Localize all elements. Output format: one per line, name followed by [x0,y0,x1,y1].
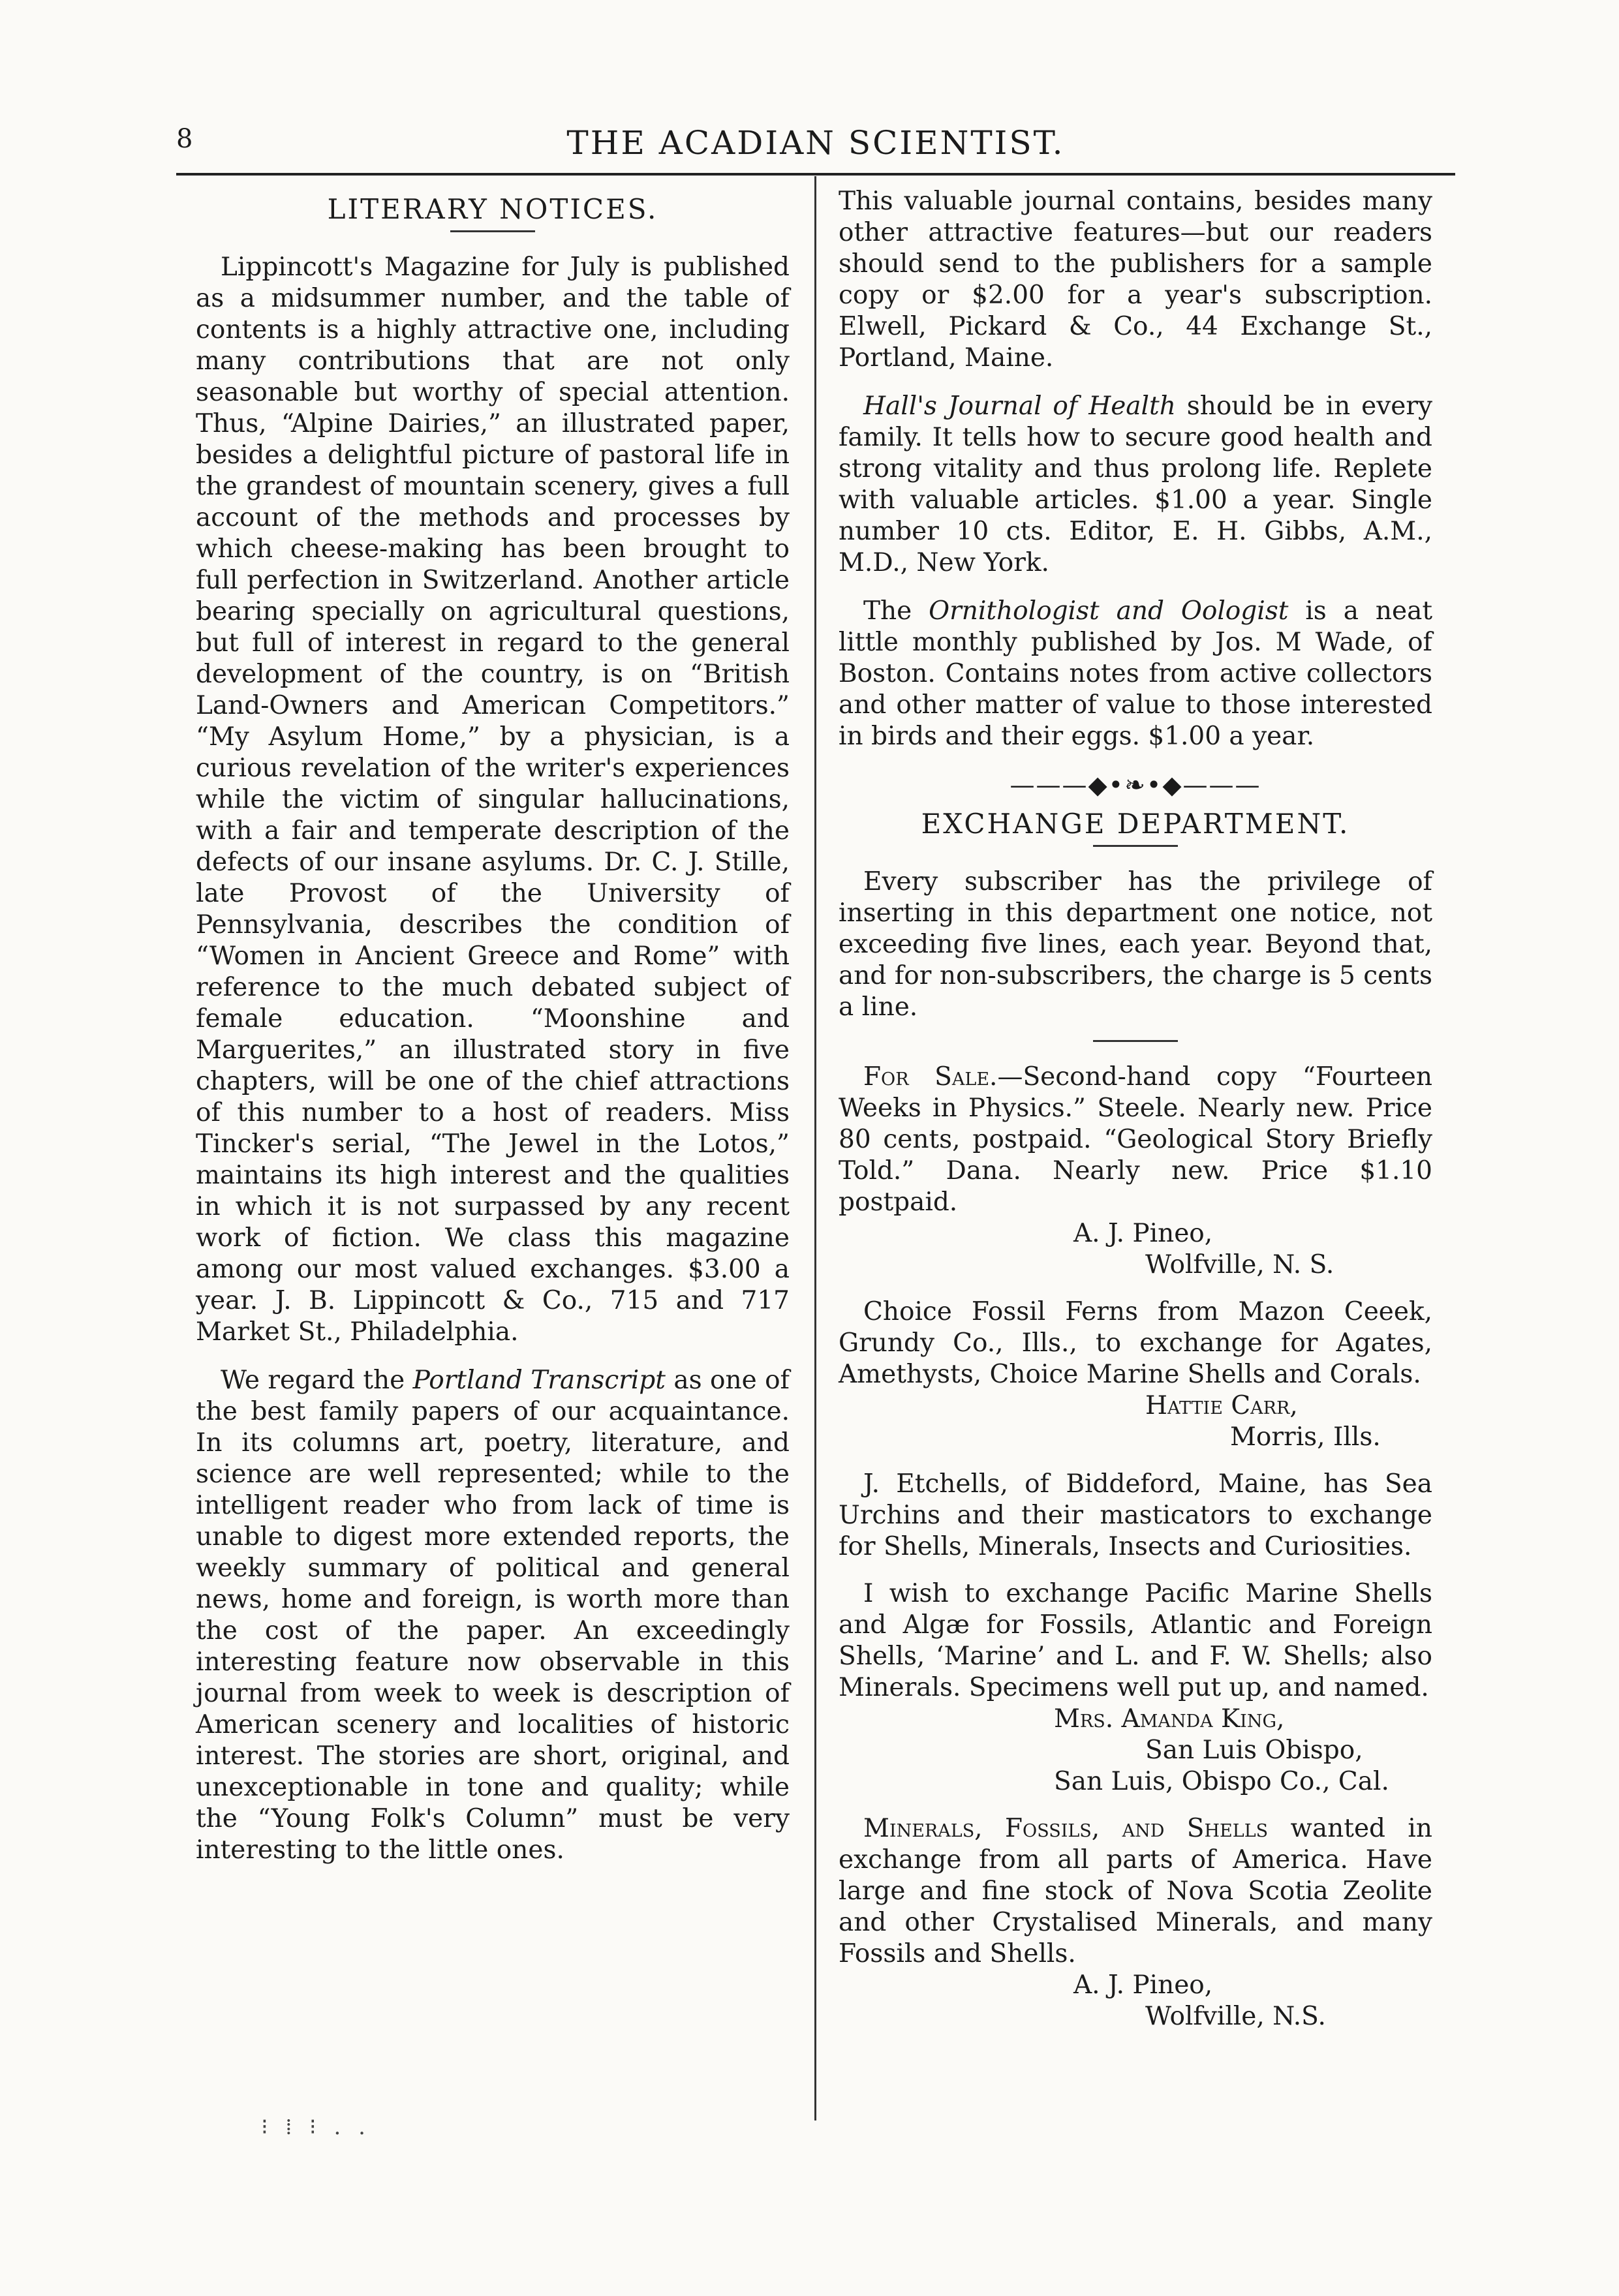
ad-signature-place: Morris, Ills. [1230,1422,1381,1452]
ad-lead: For Sale. [863,1062,998,1092]
ad-signature-place: San Luis, Obispo Co., Cal. [1054,1767,1389,1796]
header-rule [176,173,1455,176]
notice-text: We regard the [221,1366,413,1395]
ad-signature-place: Wolfville, N. S. [1145,1250,1334,1279]
ad-text [839,1062,1432,1218]
left-column [196,186,790,1883]
ad-body: Choice Fossil Ferns from Mazon Ceeek, Grundy Co., Ills., to exchange for Agates, Amethysts, Choice Marine Shells and Corals. [839,1297,1432,1389]
ornament-divider: ———◆•❧•◆——— [1010,771,1261,799]
ad-signature-name: Mrs. Amanda King, [1054,1704,1285,1734]
publication-title: Ornithologist and Oologist [929,596,1289,626]
transcript-notice-continued: This valuable journal contains, besides many other attractive features—but our readers should send to the publishers for a sample copy or $2.00 for a year's subscription. Elwell, Pickard & Co., 44 Exchange St., Portland, Maine. [839,187,1432,373]
journal-title: THE ACADIAN SCIENTIST. [566,124,1065,162]
literary-notices-heading: LITERARY NOTICES. [327,193,658,225]
right-column [839,186,1432,2048]
publication-title: Portland Transcript [412,1366,666,1395]
print-mark: ⁝ ⁞ ⁝ . . [261,2114,371,2140]
exchange-ad-for-sale [839,1062,1432,1281]
ad-signature-name: Hattie Carr, [1145,1391,1298,1420]
heading-rule [1093,845,1178,847]
exchange-department-heading: EXCHANGE DEPARTMENT. [921,808,1350,840]
ad-lead: Minerals, Fossils, and Shells [863,1814,1269,1843]
publication-title: Hall's Journal of Health [863,391,1176,421]
ad-signature-name: A. J. Pineo, [1073,1219,1213,1248]
ad-signature-name: A. J. Pineo, [1073,1970,1213,2000]
exchange-ad-fossil-ferns [839,1296,1432,1453]
notice-text: is a neat little monthly published by Jos. M Wade, of Boston. Contains notes from active collectors and other matter of value to those interested in birds and their eggs. $1.00 a year. [839,596,1433,751]
exchange-intro: Every subscriber has the privilege of inserting in this department one notice, not exceeding five lines, each year. Beyond that, and for non-subscribers, the charge is 5 cents a line. [839,867,1432,1022]
ad-text [839,1813,1432,1970]
ad-body: J. Etchells, of Biddeford, Maine, has Sea Urchins and their masticators to exchange for Shells, Minerals, Insects and Curiosities. [839,1469,1432,1561]
page-number: 8 [176,124,193,154]
ad-body: —Second-hand copy “Fourteen Weeks in Physics.” Steele. Nearly new. Price 80 cents, postpaid. “Geological Story Briefly Told.” Dana. Nearly new. Price $1.10 postpaid. [839,1062,1432,1217]
notice-text: as one of the best family papers of our acquaintance. In its columns art, poetry, literature, and science are well represented; while to the intelligent reader who from lack of time is unable to digest more extended reports, the weekly summary of political and general news, home and foreign, is worth more than the cost of the paper. An exceedingly interesting feature now observable in this journal from week to week is description of American scenery and localities of historic interest. The stories are short, original, and unexceptionable in tone and quality; while the “Young Folk's Column” must be very interesting to the little ones. [196,1366,790,1865]
ad-body: I wish to exchange Pacific Marine Shells and Algæ for Fossils, Atlantic and Foreign Shells, ‘Marine’ and L. and F. W. Shells; also Minerals. Specimens well put up, and named. [839,1579,1432,1702]
ornithologist-notice [839,596,1432,752]
exchange-ad-minerals [839,1813,1432,2032]
ad-signature-place: Wolfville, N.S. [1145,2002,1326,2031]
notice-text: The [863,596,929,626]
portland-transcript-notice [196,1365,790,1866]
notice-text: should be in every family. It tells how to secure good health and strong vitality and thus prolong life. Replete with valuable articles. $1.00 a year. Single number 10 cts. Editor, E. H. Gibbs, A.M., M.D., New York. [839,391,1432,577]
ad-body: wanted in exchange from all parts of America. Have large and fine stock of Nova Scotia Zeolite and other Crystalised Minerals, and many Fossils and Shells. [839,1814,1433,1968]
ad-signature-place: San Luis Obispo, [1145,1736,1363,1765]
halls-journal-notice [839,391,1432,579]
lippincott-notice: Lippincott's Magazine for July is published as a midsummer number, and the table of contents is a highly attractive one, including many contributions that are not only seasonable but worthy of special attention. Thus, “Alpine Dairies,” an illustrated paper, besides a delightful picture of pastoral life in the grandest of mountain scenery, gives a full account of the methods and processes by which cheese-making has been brought to full perfection in Switzerland. Another article bearing specially on agricultural questions, but full of interest in regard to the general development of the country, is on “British Land-Owners and American Competitors.” “My Asylum Home,” by a physician, is a curious revelation of the writer's experiences while the victim of singular hallucinations, with a fair and temperate description of the defects of our insane asylums. Dr. C. J. Stille, late Provost of the University of Pennsylvania, describes the condition of “Women in Ancient Greece and Rome” with reference to the much debated subject of female education. “Moonshine and Marguerites,” an illustrated story in five chapters, will be one of the chief attractions of this number to a host of readers. Miss Tincker's serial, “The Jewel in the Lotos,” maintains its high interest and the qualities in which it is not surpassed by any recent work of fiction. We class this magazine among our most valued exchanges. $3.00 a year. J. B. Lippincott & Co., 715 and 717 Market St., Philadelphia. [196,253,790,1347]
running-head [176,124,1455,170]
column-divider [814,176,816,2120]
heading-rule [450,230,535,232]
section-rule [1093,1040,1178,1042]
exchange-ad-sea-urchins [839,1469,1432,1563]
exchange-ad-pacific-shells [839,1578,1432,1798]
